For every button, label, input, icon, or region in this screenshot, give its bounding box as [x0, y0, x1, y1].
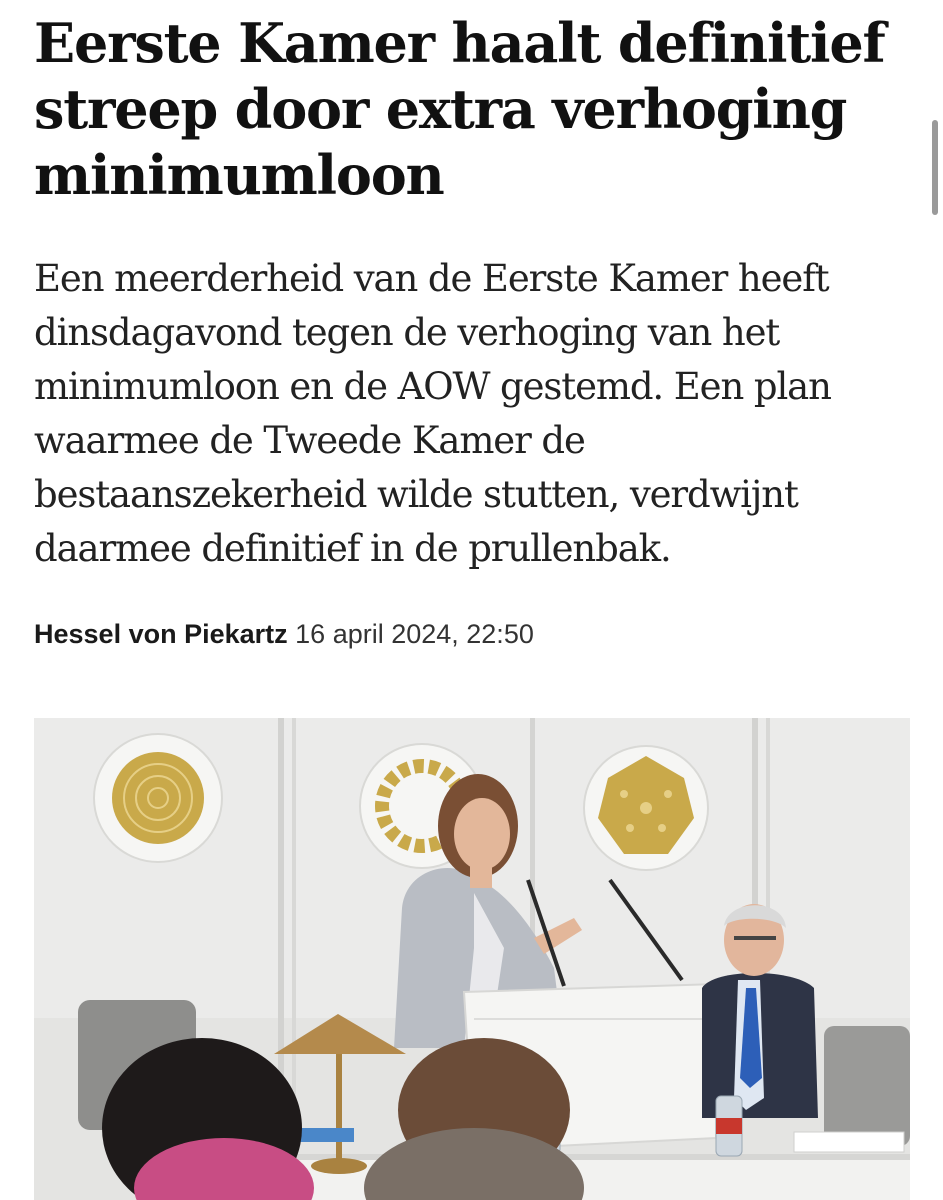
byline	[34, 614, 534, 654]
article-lead: Een meerderheid van de Eerste Kamer heeft dinsdagavond tegen de verhoging van het minimumloon en de AOW gestemd. Een plan waarmee de Tweede Kamer de bestaanszekerheid wilde stutten, verdwijnt daarmee definitief in de prullenbak.	[34, 257, 831, 570]
article-photo	[34, 718, 910, 1200]
rose-emblem	[94, 734, 222, 862]
publish-date: 16 april 2024, 22:50	[295, 619, 534, 649]
scrollbar-thumb[interactable]	[932, 120, 938, 215]
article-headline: Eerste Kamer haalt definitief streep door extra verhoging minimumloon	[34, 11, 885, 207]
senate-chamber-photo	[34, 718, 910, 1200]
flower-emblem	[584, 746, 708, 870]
author-name[interactable]: Hessel von Piekartz	[34, 619, 288, 649]
